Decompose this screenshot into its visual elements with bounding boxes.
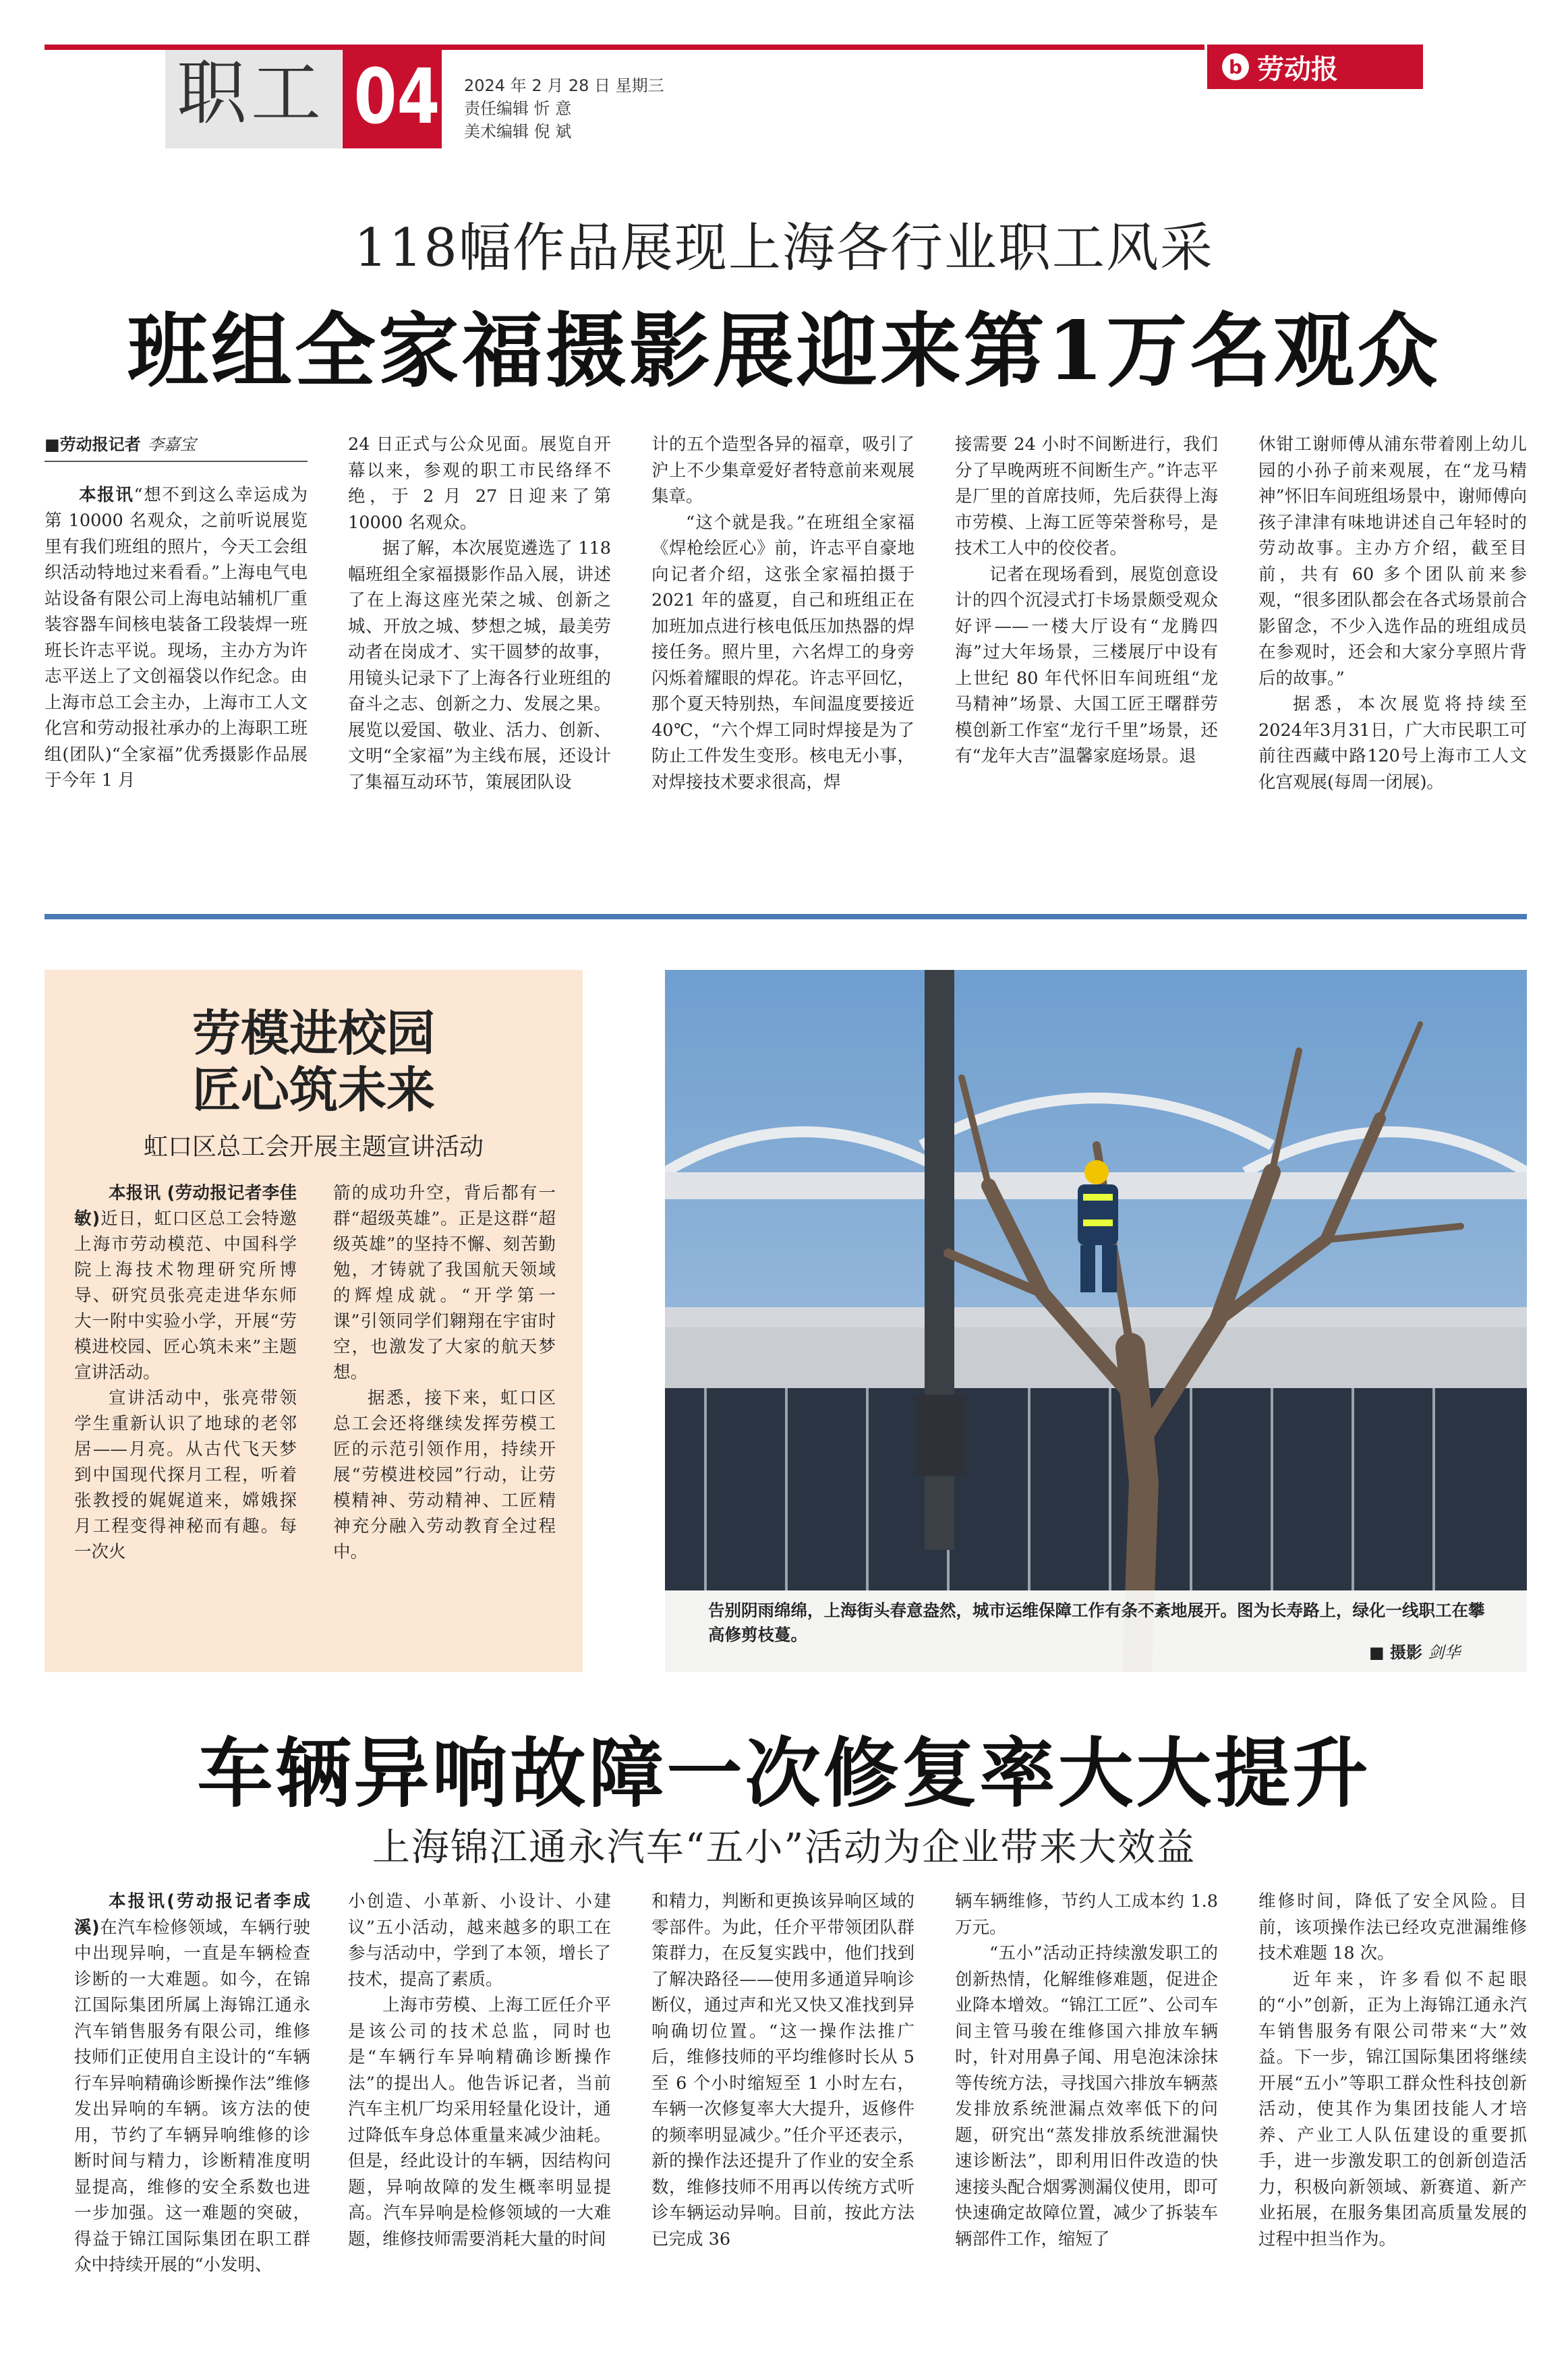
article1-headline: 班组全家福摄影展迎来第1万名观众 — [127, 304, 1441, 399]
news-photo — [665, 970, 1527, 1672]
editor-credit: 责任编辑 忻 意 — [464, 99, 572, 118]
brand-logo-icon: b — [1222, 53, 1249, 80]
header-top-rule — [45, 45, 1204, 50]
article1-byline: ■劳动报记者 李嘉宝 — [45, 432, 308, 462]
article3-column-4: 辆车辆维修，节约人工成本约 1.8 万元。 “五小”活动正持续激发职工的创新热情，化解维修难题，促进企业降本增效。“锦江工匠”、公司车间主管马骏在维修国六排放车辆时，针对用鼻子闻、用皂泡沫涂抹等传统方法，寻找国六排放车辆蒸发排放系统泄漏点效率低下的问题，研究出“蒸发排放系统泄漏快速诊断法”，即利用旧件改造的快速接头配合烟雾测漏仪使用，即可快速确定故障位置，减少了拆装车辆部件工作，缩短了 — [955, 1891, 1218, 2249]
photo-caption: 告别阴雨绵绵，上海街头春意盎然，城市运维保障工作有条不紊地展开。图为长寿路上，绿化一线职工在攀高修剪枝蔓。 — [708, 1601, 1485, 1644]
brand-name: 劳动报 — [1257, 53, 1338, 85]
page-number: 04 — [353, 53, 440, 141]
article3-author: 李成溪) — [74, 1891, 310, 1938]
article3-headline: 车辆异响故障一次修复率大大提升 — [197, 1729, 1371, 1818]
section-name: 职工 — [177, 52, 326, 134]
article1-kicker: 118幅作品展现上海各行业职工风采 — [354, 218, 1214, 279]
article1-column-1: ■劳动报记者 李嘉宝 本报讯“想不到这么幸运成为第 10000 名观众，之前听说展览里有我们班组的照片，今天工会组织活动特地过来看看。”上海电气电站设备有限公司上海电站辅机厂重装容器车间核电装备工段装焊一班班长许志平说。现场，主办方为许志平送上了文创福袋以作纪念。由上海市总工会主办，上海市工人文化宫和劳动报社承办的上海职工班组(团队)“全家福”优秀摄影作品展于今年 1 月 — [45, 432, 308, 794]
article3-column-2: 小创造、小革新、小设计、小建议”五小活动，越来越多的职工在参与活动中，学到了本领，增长了技术，提高了素质。 上海市劳模、上海工匠任介平是该公司的技术总监，同时也是“车辆行车异响精确诊断操作法”的提出人。他告诉记者，当前汽车主机厂均采用轻量化设计，通过降低车身总体重量来减少油耗。但是，经此设计的车辆，因结构问题，异响故障的发生概率明显提高。汽车异响是检修领域的一大难题，维修技师需要消耗大量的时间 — [348, 1891, 611, 2249]
article3-column-5: 维修时间，降低了安全风险。目前，该项操作法已经攻克泄漏维修技术难题 18 次。 近年来，许多看似不起眼的“小”创新，正为上海锦江通永汽车销售服务有限公司带来“大”效益。下一步，锦江国际集团将继续开展“五小”等职工群众性科技创新活动，使其作为集团技能人才培养、产业工人队伍建设的重要抓手，进一步激发职工的创新创造活力，积极向新领域、新赛道、新产业拓展，在服务集团高质量发展的过程中担当作为。 — [1258, 1891, 1527, 2249]
article2-title-line-2: 匠心筑未来 — [192, 1061, 435, 1118]
article3-subhead: 上海锦江通永汽车“五小”活动为企业带来大效益 — [372, 1826, 1196, 1870]
article2-subtitle: 虹口区总工会开展主题宣讲活动 — [143, 1133, 484, 1161]
article1-column-5: 休钳工谢师傅从浦东带着刚上幼儿园的小孙子前来观展，在“龙马精神”怀旧车间班组场景中，谢师傅向孩子津津有味地讲述自己年轻时的劳动故事。主办方介绍，截至目前，共有 60 多个团队前来参观，“很多团队都会在各式场景前合影留念，不少入选作品的班组成员在参观时，还会和大家分享照片背后的故事。” 据悉，本次展览将持续至 2024年3月31日，广大市民职工可前往西藏中路120号上海市工人文化宫观展(每周一闭展)。 — [1258, 434, 1527, 793]
article1-column-3: 计的五个造型各异的福章，吸引了沪上不少集章爱好者特意前来观展集章。 “这个就是我。”在班组全家福《焊枪绘匠心》前，许志平自豪地向记者介绍，这张全家福拍摄于 2021 年的盛夏，自己和班组正在加班加点进行核电低压加热器的焊接任务。照片里，六名焊工的身旁闪烁着耀眼的焊花。许志平回忆，那个夏天特别热，车间温度要接近 40℃，“六个焊工同时焊接是为了防止工件发生变形。核电无小事，对焊接技术要求很高，焊 — [651, 434, 914, 793]
photo-credit: ■ 摄影 剑华 — [1369, 1643, 1461, 1662]
article1-column-2: 24 日正式与公众见面。展览自开幕以来，参观的职工市民络绎不绝，于 2 月 27 日迎来了第 10000 名观众。 据了解，本次展览遴选了 118 幅班组全家福摄影作品入展，讲述了在上海这座光荣之城、创新之城、开放之城、梦想之城，最美劳动者在岗成才、实干圆梦的故事，用镜头记录下了上海各行业班组的奋斗之志、创新之力、发展之果。展览以爱国、敬业、活力、创新、文明“全家福”为主线布展，还设计了集福互动环节，策展团队设 — [348, 434, 611, 793]
article3-column-3: 和精力，判断和更换该异响区域的零部件。为此，任介平带领团队群策群力，在反复实践中，他们找到了解决路径——使用多通道异响诊断仪，通过声和光又快又准找到异响确切位置。“这一操作法推广后，维修技师的平均维修时长从 5 至 6 个小时缩短至 1 小时左右，车辆一次修复率大大提升，返修件的频率明显减少。”任介平还表示，新的操作法还提升了作业的安全系数，维修技师不用再以传统方式听诊车辆运动异响。目前，按此方法已完成 36 — [651, 1891, 914, 2249]
article2-author: 李佳敏) — [74, 1183, 297, 1229]
article2-column-1: 本报讯 (劳动报记者李佳敏)近日，虹口区总工会特邀上海市劳动模范、中国科学院上海技术物理研究所博导、研究员张亮走进华东师大一附中实验小学，开展“劳模进校园、匠心筑未来”主题宣讲活动。 宣讲活动中，张亮带领学生重新认识了地球的老邻居——月亮。从古代飞天梦到中国现代探月工程，听着张教授的娓娓道来，嫦娥探月工程变得神秘而有趣。每一次火 — [74, 1183, 297, 1562]
article2-title-line-1: 劳模进校园 — [192, 1004, 435, 1062]
article1-lead: 本报讯 — [79, 484, 134, 505]
tree-trimming-photo — [665, 970, 1527, 1672]
section-divider — [45, 914, 1527, 919]
article1-author: 李嘉宝 — [147, 435, 196, 454]
art-editor-credit: 美术编辑 倪 斌 — [464, 122, 572, 141]
header-info — [464, 74, 664, 143]
article3-column-1: 本报讯(劳动报记者李成溪)在汽车检修领域，车辆行驶中出现异响，一直是车辆检查诊断的一大难题。如今，在锦江国际集团所属上海锦江通永汽车销售服务有限公司，维修技师们正使用自主设计的“车辆行车异响精确诊断操作法”维修发出异响的车辆。该方法的使用，节约了车辆异响维修的诊断时间与精力，诊断精准度明显提高，维修的安全系数也进一步加强。这一难题的突破，得益于锦江国际集团在职工群众中持续开展的“小发明、 — [74, 1891, 310, 2275]
article2-column-2: 箭的成功升空，背后都有一群“超级英雄”。正是这群“超级英雄”的坚持不懈、刻苦勤勉，才铸就了我国航天领域的辉煌成就。“开学第一课”引领同学们翱翔在宇宙时空，也激发了大家的航天梦想。 据悉，接下来，虹口区总工会还将继续发挥劳模工匠的示范引领作用，持续开展“劳模进校园”行动，让劳模精神、劳动精神、工匠精神充分融入劳动教育全过程中。 — [333, 1183, 556, 1562]
issue-date: 2024 年 2 月 28 日 星期三 — [464, 76, 664, 95]
photographer-name: 剑华 — [1428, 1643, 1461, 1662]
newspaper-brand — [1207, 45, 1423, 89]
article1-column-4: 接需要 24 小时不间断进行，我们分了早晚两班不间断生产。”许志平是厂里的首席技师，先后获得上海市劳模、上海工匠等荣誉称号，是技术工人中的佼佼者。 记者在现场看到，展览创意设计的四个沉浸式打卡场景颇受观众好评——一楼大厅设有“龙腾四海”过大年场景，三楼展厅中设有上世纪 80 年代怀旧车间班组“龙马精神”场景、大国工匠王曙群劳模创新工作室“龙行千里”场景，还有“龙年大吉”温馨家庭场景。退 — [955, 434, 1218, 766]
